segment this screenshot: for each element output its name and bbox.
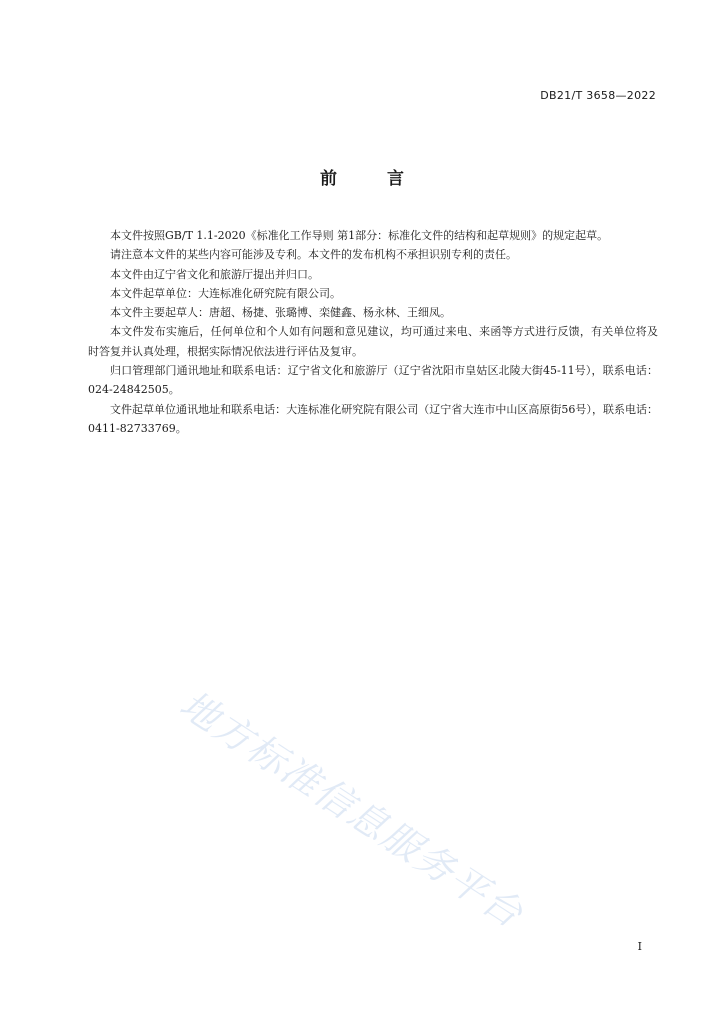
paragraph-feedback: 本文件发布实施后，任何单位和个人如有问题和意见建议，均可通过来电、来函等方式进行反馈，有关单位将及时答复并认真处理，根据实际情况依法进行评估及复审。	[88, 325, 658, 358]
paragraph-drafters: 本文件主要起草人：唐超、杨捷、张璐博、栾健鑫、杨永林、王细凤。	[110, 306, 451, 320]
page-title: 前 言	[320, 169, 426, 189]
document-code: DB21/T 3658—2022	[540, 89, 656, 102]
paragraph-drafting-unit: 本文件起草单位：大连标准化研究院有限公司。	[110, 286, 341, 300]
paragraph-patent-notice: 请注意本文件的某些内容可能涉及专利。本文件的发布机构不承担识别专利的责任。	[110, 248, 517, 262]
watermark: 地方标准信息服务平台	[172, 681, 532, 937]
page-number: I	[637, 940, 642, 953]
paragraph-drafter-contact: 文件起草单位通讯地址和联系电话：大连标准化研究院有限公司（辽宁省大连市中山区高原街56号），联系电话：0411-82733769。	[88, 402, 658, 435]
paragraph-authority-contact: 归口管理部门通讯地址和联系电话：辽宁省文化和旅游厅（辽宁省沈阳市皇姑区北陵大街45-11号），联系电话：024-24842505。	[88, 364, 658, 397]
paragraph-standard-basis: 本文件按照GB/T 1.1-2020《标准化工作导则 第1部分：标准化文件的结构和起草规则》的规定起草。	[110, 229, 609, 242]
foreword-body	[88, 226, 658, 438]
paragraph-proposer: 本文件由辽宁省文化和旅游厅提出并归口。	[110, 267, 319, 281]
